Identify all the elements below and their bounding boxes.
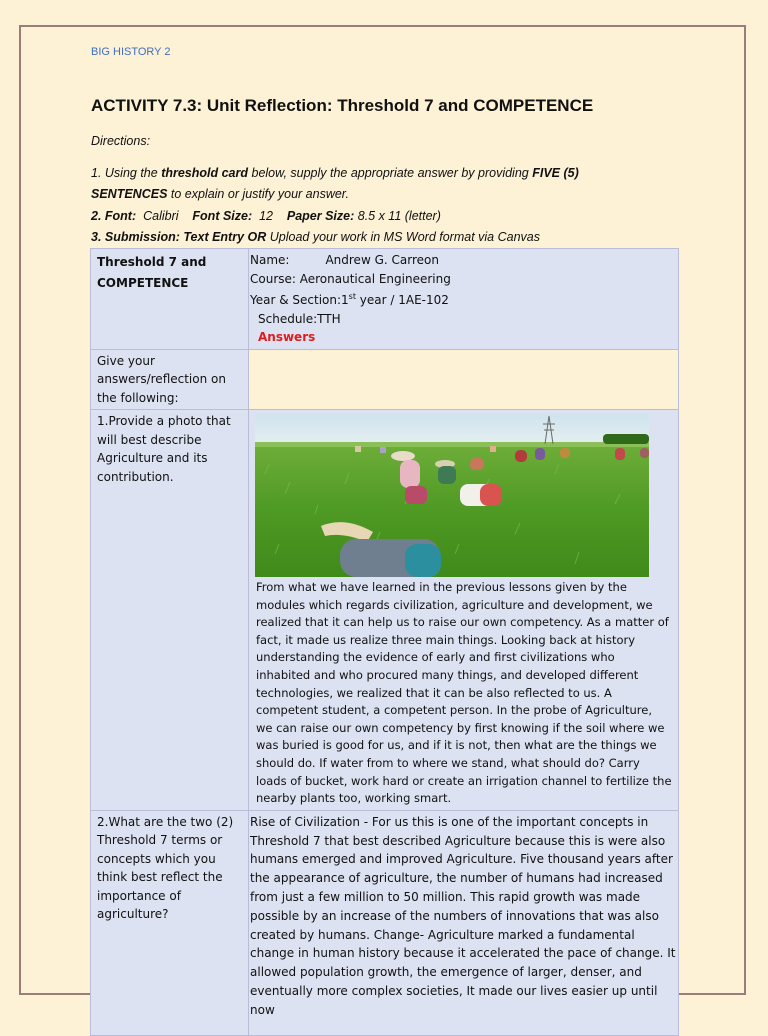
student-name: Name: Andrew G. Carreon [250, 253, 439, 267]
student-info-cell [249, 249, 679, 350]
table-row [91, 810, 679, 1035]
directions-label: Directions: [91, 134, 151, 148]
card-heading: Threshold 7 and COMPETENCE [97, 255, 207, 290]
table-row [91, 349, 679, 410]
student-year-section: Year & Section:1st year / 1AE-102 [250, 292, 449, 307]
question-2-cell [91, 810, 249, 1035]
table-row [91, 410, 679, 811]
answer-2-cell [249, 810, 679, 1035]
question-1: 1.Provide a photo that will best describe Agriculture and its contribution. [97, 414, 231, 484]
answers-heading: Answers [258, 330, 316, 344]
direction-3: 3. Submission: Text Entry OR Upload your work in MS Word format via Canvas [91, 230, 540, 244]
direction-1: 1. Using the threshold card below, supply the appropriate answer by providing FIVE (5) SENTENCES to explain or justify your answer. [91, 166, 579, 201]
course-label: BIG HISTORY 2 [91, 46, 171, 58]
answer-1-cell [249, 410, 679, 811]
empty-answer-cell [249, 349, 679, 410]
prompt-cell [91, 349, 249, 410]
direction-2: 2. Font: Calibri Font Size: 12 Paper Size: 8.5 x 11 (letter) [91, 209, 441, 223]
table-row [91, 249, 679, 350]
question-2: 2.What are the two (2) Threshold 7 terms or concepts which you think best reflect the importance of agriculture? [97, 814, 234, 922]
threshold-card-table [90, 248, 679, 1036]
card-heading-cell [91, 249, 249, 350]
question-1-cell [91, 410, 249, 811]
reflection-prompt: Give your answers/reflection on the following: [97, 353, 226, 405]
agriculture-photo [255, 414, 649, 577]
answer-2: Rise of Civilization - For us this is one of the important concepts in Threshold 7 that best described Agriculture because this is were also humans emerged and improved Agriculture. Five thousand years after the appearance of agriculture, the number of humans had increased from just a few million to 50 million. This rapid growth was made possible by an increase of the numbers of innovations that was also created by humans. Change- Agriculture marked a fundamental change in human history because it accelerated the pace of change. It allowed population growth, the emergence of larger, denser, and eventually more complex societies, It made our lives easier up until now [250, 814, 676, 1017]
page-title: ACTIVITY 7.3: Unit Reflection: Threshold 7 and COMPETENCE [91, 96, 594, 115]
answer-1: From what we have learned in the previous lessons given by the modules which regards civilization, agriculture and development, we realized that it can help us to raise our own competency. As a matter of fact, it made us realize three main things. Looking back at history understanding the evidence of early and first civilizations who inhabited and who procured many things, and developed different technologies, we realized that it can be also reflected to us. A competent student, a competent person. In the probe of Agriculture, we can raise our own competency by first knowing if the soil where we was buried is good for us, and if it is not, then what are the things we should do. If water from to where we stand, what should do? Carry loads of bucket, work hard or create an irrigation channel to fertilize the nearby plants too, working smart. [256, 580, 672, 806]
student-schedule: Schedule:TTH [258, 311, 341, 326]
student-course: Course: Aeronautical Engineering [250, 271, 451, 286]
